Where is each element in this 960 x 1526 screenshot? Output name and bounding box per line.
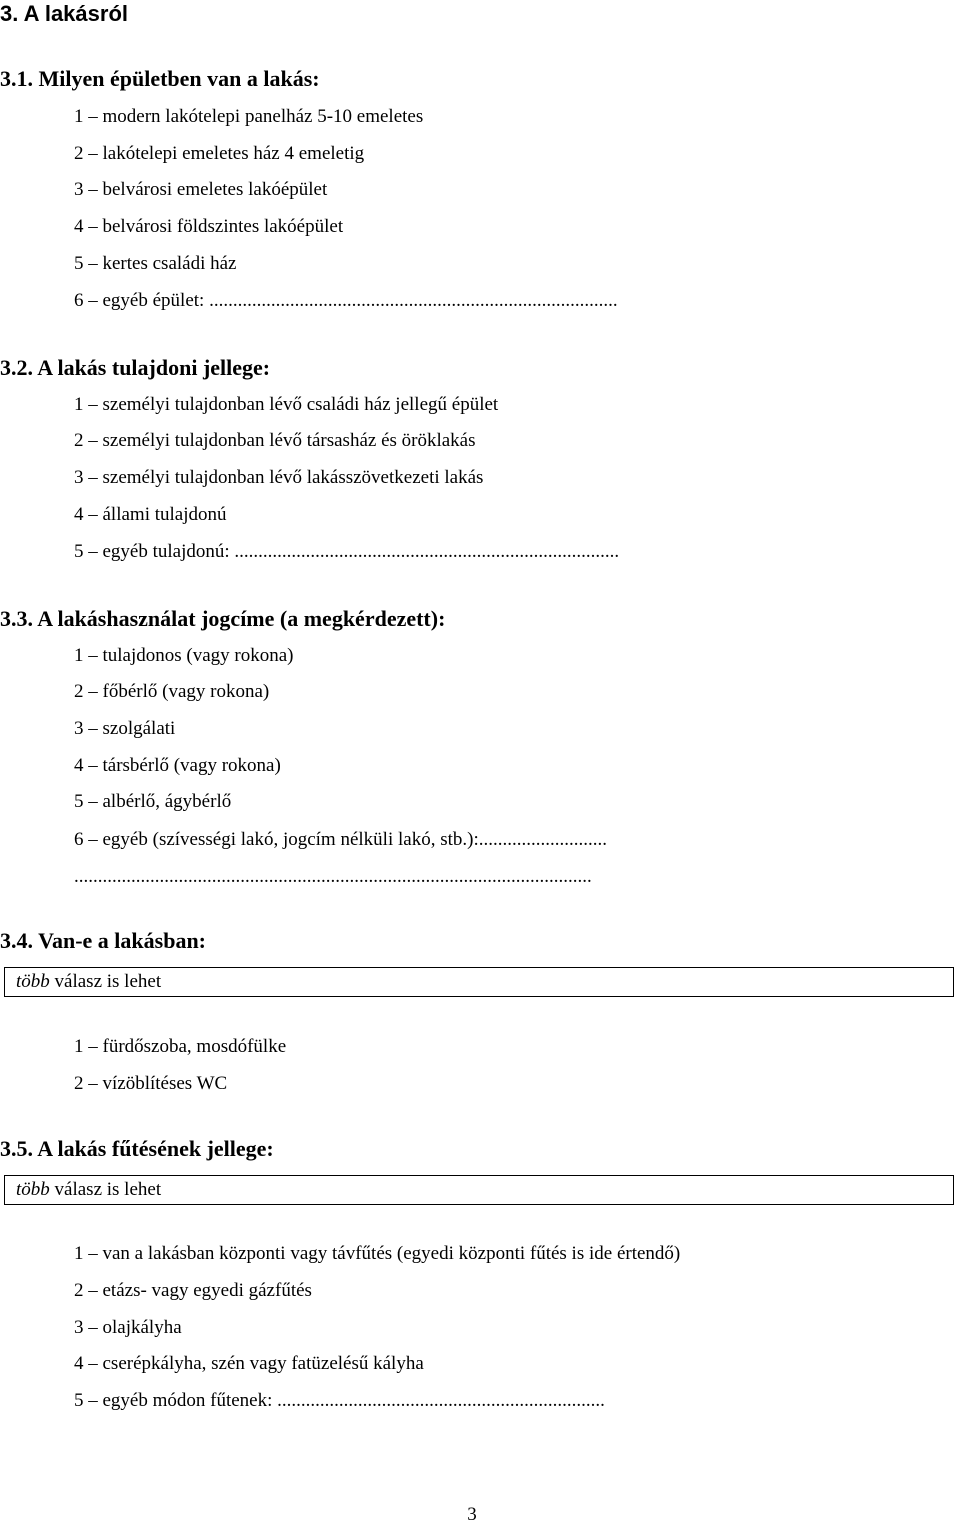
question-3-3-title: 3.3. A lakáshasználat jogcíme (a megkérdezett):: [0, 606, 446, 631]
option-dash: –: [88, 791, 98, 812]
option-number: 4: [74, 504, 84, 525]
option-number: 5: [74, 791, 84, 812]
q1-option-3: [74, 179, 327, 201]
multiple-answers-note: [4, 1175, 954, 1205]
option-text: modern lakótelepi panelház 5-10 emeletes: [102, 106, 424, 127]
option-text: lakótelepi emeletes ház 4 emeletig: [102, 143, 365, 164]
q4-option-1: [74, 1036, 286, 1058]
option-text: belvárosi földszintes lakóépület: [102, 216, 344, 237]
option-text: egyéb tulajdonú: .................................................................................: [102, 541, 620, 562]
q1-option-1: [74, 106, 423, 128]
q5-option-2: [74, 1280, 312, 1302]
option-dash: –: [88, 179, 98, 200]
q2-option-4: [74, 504, 227, 526]
option-text: etázs- vagy egyedi gázfűtés: [102, 1280, 312, 1301]
q5-option-5: [74, 1390, 605, 1412]
option-text: cserépkályha, szén vagy fatüzelésű kályha: [102, 1353, 424, 1374]
option-text: személyi tulajdonban lévő lakásszövetkezeti lakás: [102, 467, 484, 488]
q5-option-4: [74, 1353, 424, 1375]
option-number: 2: [74, 681, 84, 702]
option-dash: –: [88, 718, 98, 739]
note-text: válasz is lehet: [49, 1179, 162, 1200]
note-italic-word: több: [16, 971, 50, 992]
option-number: 1: [74, 1243, 84, 1264]
q3-option-6: [74, 829, 607, 851]
section-title: 3. A lakásról: [0, 1, 128, 26]
option-dash: –: [88, 504, 98, 525]
option-text: olajkályha: [102, 1317, 182, 1338]
option-text: albérlő, ágybérlő: [102, 791, 232, 812]
option-number: 6: [74, 290, 84, 311]
option-number: 2: [74, 430, 84, 451]
option-dash: –: [88, 216, 98, 237]
option-number: 4: [74, 1353, 84, 1374]
q3-continuation-line: .............................................................................................................: [74, 866, 592, 887]
option-text: egyéb (szívességi lakó, jogcím nélküli lakó, stb.):...........................: [102, 829, 607, 850]
q1-option-4: [74, 216, 343, 238]
option-text: személyi tulajdonban lévő családi ház jellegű épület: [102, 394, 499, 415]
option-number: 1: [74, 1036, 84, 1057]
q2-option-1: [74, 394, 498, 416]
option-text: személyi tulajdonban lévő társasház és öröklakás: [102, 430, 476, 451]
option-dash: –: [88, 143, 98, 164]
q2-option-3: [74, 467, 483, 489]
option-number: 2: [74, 1280, 84, 1301]
option-text: belvárosi emeletes lakóépület: [102, 179, 328, 200]
option-text: vízöblítéses WC: [102, 1073, 228, 1094]
option-dash: –: [88, 829, 98, 850]
q2-option-5: [74, 541, 619, 563]
note-italic-word: több: [16, 1179, 50, 1200]
option-text: kertes családi ház: [102, 253, 237, 274]
q5-option-3: [74, 1317, 182, 1339]
option-number: 1: [74, 645, 84, 666]
option-dash: –: [88, 290, 98, 311]
option-number: 1: [74, 106, 84, 127]
option-number: 5: [74, 541, 84, 562]
option-dash: –: [88, 430, 98, 451]
option-dash: –: [88, 755, 98, 776]
q1-option-5: [74, 253, 236, 275]
option-text: fürdőszoba, mosdófülke: [102, 1036, 287, 1057]
option-dash: –: [88, 106, 98, 127]
option-number: 4: [74, 216, 84, 237]
q4-option-2: [74, 1073, 227, 1095]
option-dash: –: [88, 1073, 98, 1094]
option-number: 6: [74, 829, 84, 850]
q3-option-4: [74, 755, 281, 777]
option-text: főbérlő (vagy rokona): [102, 681, 270, 702]
option-dash: –: [88, 1390, 98, 1411]
q3-option-2: [74, 681, 269, 703]
question-3-2-title: 3.2. A lakás tulajdoni jellege:: [0, 355, 271, 380]
note-text: válasz is lehet: [49, 971, 162, 992]
option-dash: –: [88, 1353, 98, 1374]
option-text: van a lakásban központi vagy távfűtés (egyedi központi fűtés is ide értendő): [102, 1243, 681, 1264]
option-text: állami tulajdonú: [102, 504, 227, 525]
q3-option-1: [74, 645, 294, 667]
option-dash: –: [88, 1280, 98, 1301]
question-3-1-title: 3.1. Milyen épületben van a lakás:: [0, 66, 320, 91]
option-number: 3: [74, 1317, 84, 1338]
option-dash: –: [88, 1036, 98, 1057]
option-text: egyéb épület: ......................................................................................: [102, 290, 618, 311]
multiple-answers-note: [4, 967, 954, 997]
option-number: 2: [74, 143, 84, 164]
option-number: 3: [74, 179, 84, 200]
q1-option-2: [74, 143, 364, 165]
option-number: 3: [74, 467, 84, 488]
option-text: társbérlő (vagy rokona): [102, 755, 281, 776]
q1-option-6: [74, 290, 618, 312]
option-dash: –: [88, 681, 98, 702]
option-text: tulajdonos (vagy rokona): [102, 645, 294, 666]
option-dash: –: [88, 253, 98, 274]
option-dash: –: [88, 467, 98, 488]
option-number: 5: [74, 253, 84, 274]
option-dash: –: [88, 645, 98, 666]
option-number: 1: [74, 394, 84, 415]
option-number: 2: [74, 1073, 84, 1094]
option-dash: –: [88, 394, 98, 415]
option-number: 5: [74, 1390, 84, 1411]
option-dash: –: [88, 1317, 98, 1338]
q3-option-3: [74, 718, 175, 740]
question-3-4-title: 3.4. Van-e a lakásban:: [0, 928, 207, 953]
option-number: 4: [74, 755, 84, 776]
question-3-5-title: 3.5. A lakás fűtésének jellege:: [0, 1136, 274, 1161]
option-dash: –: [88, 1243, 98, 1264]
option-number: 3: [74, 718, 84, 739]
option-text: egyéb módon fűtenek: .....................................................................: [102, 1390, 605, 1411]
q3-option-5: [74, 791, 231, 813]
option-text: szolgálati: [102, 718, 176, 739]
q5-option-1: [74, 1243, 680, 1265]
page-number: 3: [467, 1504, 477, 1525]
q2-option-2: [74, 430, 476, 452]
option-dash: –: [88, 541, 98, 562]
